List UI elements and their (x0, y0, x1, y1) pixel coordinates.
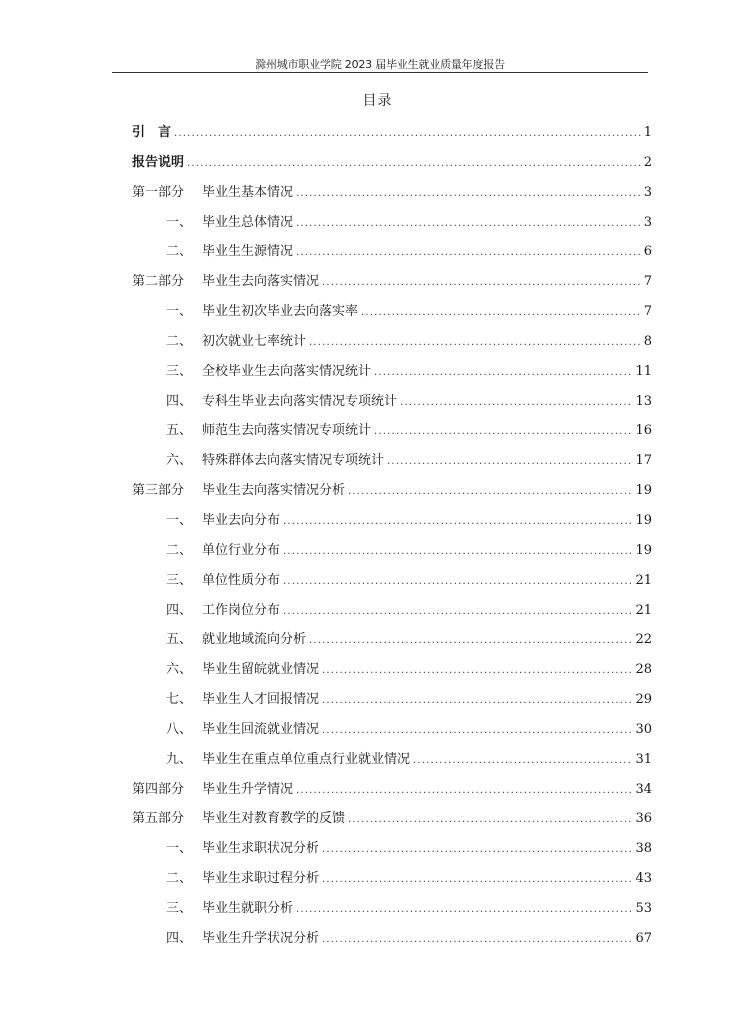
toc-entry-number: 六、 (166, 453, 193, 469)
toc-entry[interactable] (132, 267, 652, 297)
toc-entry-page: 21 (635, 602, 652, 618)
toc-entry-page: 34 (635, 781, 652, 797)
toc-leader-dots (322, 835, 633, 865)
toc-entry-number: 第一部分 (132, 184, 185, 200)
toc-entry-page: 30 (635, 721, 652, 737)
toc-entry-title: 毕业去向分布 (202, 512, 281, 528)
toc-entry-page: 38 (635, 841, 652, 857)
toc-entry[interactable] (132, 745, 652, 775)
toc-entry[interactable] (132, 864, 652, 894)
toc-entry[interactable] (132, 625, 652, 655)
toc-entry-title: 毕业生回流就业情况 (202, 721, 320, 737)
toc-entry[interactable] (132, 118, 652, 148)
toc-entry[interactable] (132, 536, 652, 566)
toc-entry-title: 师范生去向落实情况专项统计 (202, 423, 372, 439)
toc-entry-number: 五、 (166, 632, 193, 648)
toc-entry-page: 11 (635, 363, 652, 379)
page-header: 滁州城市职业学院 2023 届毕业生就业质量年度报告 (255, 58, 505, 71)
toc-entry[interactable] (132, 506, 652, 536)
toc-entry-title: 特殊群体去向落实情况专项统计 (202, 453, 385, 469)
toc-leader-dots (283, 537, 633, 567)
toc-entry-page: 31 (635, 751, 652, 767)
toc-entry-title: 毕业生生源情况 (202, 244, 294, 260)
toc-entry[interactable] (132, 596, 652, 626)
toc-leader-dots (348, 477, 633, 507)
toc-entry-number: 第四部分 (132, 781, 185, 797)
toc-entry-number: 一、 (166, 304, 193, 320)
toc-entry-number: 三、 (166, 900, 193, 916)
toc-entry-title: 毕业生就职分析 (202, 900, 294, 916)
toc-entry-number: 三、 (166, 363, 193, 379)
toc-entry-page: 53 (635, 900, 652, 916)
toc-entry-title: 毕业生升学情况 (202, 781, 294, 797)
toc-entry-title: 报告说明 (132, 154, 185, 170)
toc-leader-dots (322, 925, 633, 955)
header-divider (112, 72, 648, 73)
toc-entry-page: 19 (635, 512, 652, 528)
toc-entry-page: 36 (635, 811, 652, 827)
toc-entry[interactable] (132, 297, 652, 327)
toc-entry-number: 第五部分 (132, 811, 185, 827)
toc-entry-page: 13 (635, 393, 652, 409)
toc-entry-title: 毕业生求职状况分析 (202, 841, 320, 857)
toc-entry-title: 毕业生去向落实情况分析 (202, 483, 346, 499)
toc-entry-number: 四、 (166, 393, 193, 409)
toc-entry-number: 四、 (166, 930, 193, 946)
toc-entry[interactable] (132, 178, 652, 208)
toc-entry-number: 一、 (166, 841, 193, 857)
toc-entry-title: 毕业生升学状况分析 (202, 930, 320, 946)
toc-entry-number: 第三部分 (132, 483, 185, 499)
toc-entry-title: 全校毕业生去向落实情况统计 (202, 363, 372, 379)
toc-leader-dots (413, 746, 633, 776)
toc-entry-page: 6 (643, 244, 652, 260)
toc-entry[interactable] (132, 357, 652, 387)
toc-entry[interactable] (132, 834, 652, 864)
toc-entry[interactable] (132, 446, 652, 476)
toc-entry-number: 六、 (166, 662, 193, 678)
toc-entry[interactable] (132, 655, 652, 685)
toc-leader-dots (322, 686, 633, 716)
toc-entry-page: 2 (643, 154, 652, 170)
toc-entry-number: 九、 (166, 751, 193, 767)
toc-entry[interactable] (132, 775, 652, 805)
toc-leader-dots (374, 358, 633, 388)
toc-entry[interactable] (132, 924, 652, 954)
toc-entry-page: 3 (643, 184, 652, 200)
toc-leader-dots (348, 805, 633, 835)
toc-leader-dots (322, 656, 633, 686)
toc-leader-dots (361, 298, 642, 328)
toc-entry-page: 1 (643, 125, 652, 140)
toc-leader-dots (296, 179, 642, 209)
toc-entry-page: 29 (635, 692, 652, 708)
toc-entry-title: 毕业生初次毕业去向落实率 (202, 304, 359, 320)
toc-entry-number: 四、 (166, 602, 193, 618)
toc-entry-number: 二、 (166, 244, 193, 260)
toc-entry-page: 43 (635, 871, 652, 887)
toc-entry[interactable] (132, 804, 652, 834)
toc-entry-page: 3 (643, 214, 652, 230)
toc-entry[interactable] (132, 148, 652, 178)
toc-leader-dots (283, 507, 633, 537)
toc-entry-page: 28 (635, 662, 652, 678)
toc-leader-dots (296, 776, 633, 806)
toc-entry-page: 22 (635, 632, 652, 648)
toc-entry-title: 就业地域流向分析 (202, 632, 307, 648)
toc-entry-number: 二、 (166, 333, 193, 349)
table-of-contents (132, 118, 652, 954)
toc-entry-page: 7 (643, 274, 652, 290)
toc-entry-title: 毕业生在重点单位重点行业就业情况 (202, 751, 411, 767)
toc-entry-title: 单位性质分布 (202, 572, 281, 588)
toc-entry[interactable] (132, 476, 652, 506)
toc-entry[interactable] (132, 894, 652, 924)
toc-entry-title: 毕业生总体情况 (202, 214, 294, 230)
toc-leader-dots (322, 268, 642, 298)
toc-leader-dots (187, 149, 642, 179)
toc-leader-dots (296, 238, 642, 268)
toc-entry-number: 二、 (166, 871, 193, 887)
toc-entry-title: 引 言 (132, 125, 172, 140)
toc-entry-page: 21 (635, 572, 652, 588)
toc-entry-page: 19 (635, 542, 652, 558)
toc-entry-number: 一、 (166, 214, 193, 230)
toc-leader-dots (387, 447, 633, 477)
toc-leader-dots (296, 209, 642, 239)
toc-entry-page: 16 (635, 423, 652, 439)
toc-entry-page: 7 (643, 304, 652, 320)
toc-entry[interactable] (132, 237, 652, 267)
toc-entry[interactable] (132, 387, 652, 417)
toc-entry-number: 二、 (166, 542, 193, 558)
toc-entry-page: 67 (635, 930, 652, 946)
toc-leader-dots (400, 388, 633, 418)
toc-entry[interactable] (132, 715, 652, 745)
toc-entry-number: 五、 (166, 423, 193, 439)
toc-leader-dots (296, 895, 633, 925)
toc-entry-page: 17 (635, 453, 652, 469)
toc-leader-dots (309, 626, 633, 656)
toc-leader-dots (283, 567, 633, 597)
toc-entry-title: 工作岗位分布 (202, 602, 281, 618)
toc-entry-title: 毕业生去向落实情况 (202, 274, 320, 290)
toc-leader-dots (322, 865, 633, 895)
toc-entry[interactable] (132, 566, 652, 596)
toc-leader-dots (309, 328, 642, 358)
toc-entry-page: 8 (643, 333, 652, 349)
toc-entry-title: 专科生毕业去向落实情况专项统计 (202, 393, 398, 409)
toc-leader-dots (283, 597, 633, 627)
toc-entry-number: 三、 (166, 572, 193, 588)
toc-entry[interactable] (132, 327, 652, 357)
toc-entry[interactable] (132, 208, 652, 238)
toc-entry-number: 一、 (166, 512, 193, 528)
toc-leader-dots (322, 716, 633, 746)
toc-entry[interactable] (132, 685, 652, 715)
toc-entry[interactable] (132, 416, 652, 446)
toc-entry-title: 初次就业七率统计 (202, 333, 307, 349)
toc-entry-title: 毕业生留皖就业情况 (202, 662, 320, 678)
toc-entry-page: 19 (635, 483, 652, 499)
toc-entry-title: 毕业生求职过程分析 (202, 871, 320, 887)
toc-entry-title: 单位行业分布 (202, 542, 281, 558)
toc-entry-title: 毕业生基本情况 (202, 184, 294, 200)
toc-entry-title: 毕业生人才回报情况 (202, 692, 320, 708)
toc-entry-number: 八、 (166, 721, 193, 737)
toc-entry-title: 毕业生对教育教学的反馈 (202, 811, 346, 827)
toc-title: 目录 (362, 93, 393, 109)
toc-leader-dots (174, 119, 642, 149)
toc-entry-number: 第二部分 (132, 274, 185, 290)
toc-leader-dots (374, 417, 633, 447)
toc-entry-number: 七、 (166, 692, 193, 708)
